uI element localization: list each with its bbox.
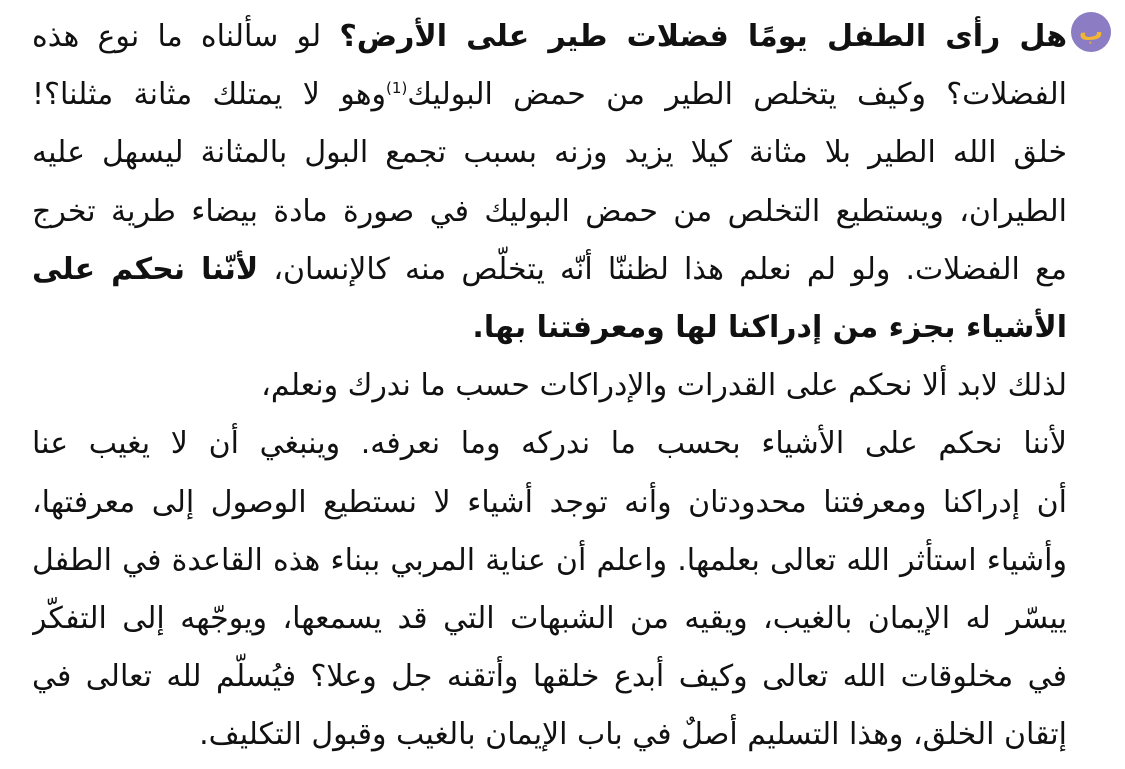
text-line: إتقان الخلق، وهذا التسليم أصلٌ في باب الإيمان بالغيب وقبول التكليف. [199, 717, 1067, 753]
bold-segment: لأنّنا نحكم على [32, 251, 259, 287]
footnote-marker: (1) [386, 79, 408, 98]
text-line-bold: الأشياء بجزء من إدراكنا لها ومعرفتنا بها. [472, 309, 1067, 345]
text-line [32, 66, 1067, 124]
text-line: وأشياء استأثر الله تعالى بعلمها. واعلم أن عناية المربي ببناء هذه القاعدة في الطفل [32, 542, 1067, 578]
text-line: أن إدراكنا ومعرفتنا محدودتان وأنه توجد أشياء لا نستطيع الوصول إلى معرفتها، [32, 484, 1067, 520]
section-letter: ب [1078, 18, 1104, 46]
paragraph-2 [32, 357, 1067, 764]
text-segment: مع الفضلات. ولو لم نعلم هذا لظننّا أنّه يتخلّص منه كالإنسان، [258, 251, 1067, 287]
text-segment: لو سألناه ما نوع هذه [32, 19, 340, 54]
text-line: الطيران، ويستطيع التخلص من حمض البوليك في صورة مادة بيضاء طرية تخرج [32, 193, 1067, 229]
text-line: ييسّر له الإيمان بالغيب، ويقيه من الشبهات التي قد يسمعها، ويوجّهه إلى التفكّر [32, 600, 1067, 636]
text-line: لأننا نحكم على الأشياء بحسب ما ندركه وما نعرفه. وينبغي أن لا يغيب عنا [32, 426, 1067, 462]
text-segment: وهو لا يمتلك مثانة مثلنا؟! [32, 77, 387, 113]
text-segment: الفضلات؟ وكيف يتخلص الطير من حمض البوليك [407, 77, 1067, 113]
text-line [32, 241, 1067, 299]
text-line: لذلك لابد ألا نحكم على القدرات والإدراكات حسب ما ندرك ونعلم، [261, 368, 1067, 404]
text-line: في مخلوقات الله تعالى وكيف أبدع خلقها وأتقنه جل وعلا؟ فيُسلّم لله تعالى في [32, 659, 1067, 695]
text-line: خلق الله الطير بلا مثانة كيلا يزيد وزنه بسبب تجمع البول بالمثانة ليسهل عليه [32, 135, 1067, 171]
section-letter-badge [1071, 12, 1111, 52]
text-line [32, 8, 1067, 66]
paragraph-1 [32, 8, 1067, 357]
bold-question: هل رأى الطفل يومًا فضلات طير على الأرض؟ [339, 19, 1067, 54]
